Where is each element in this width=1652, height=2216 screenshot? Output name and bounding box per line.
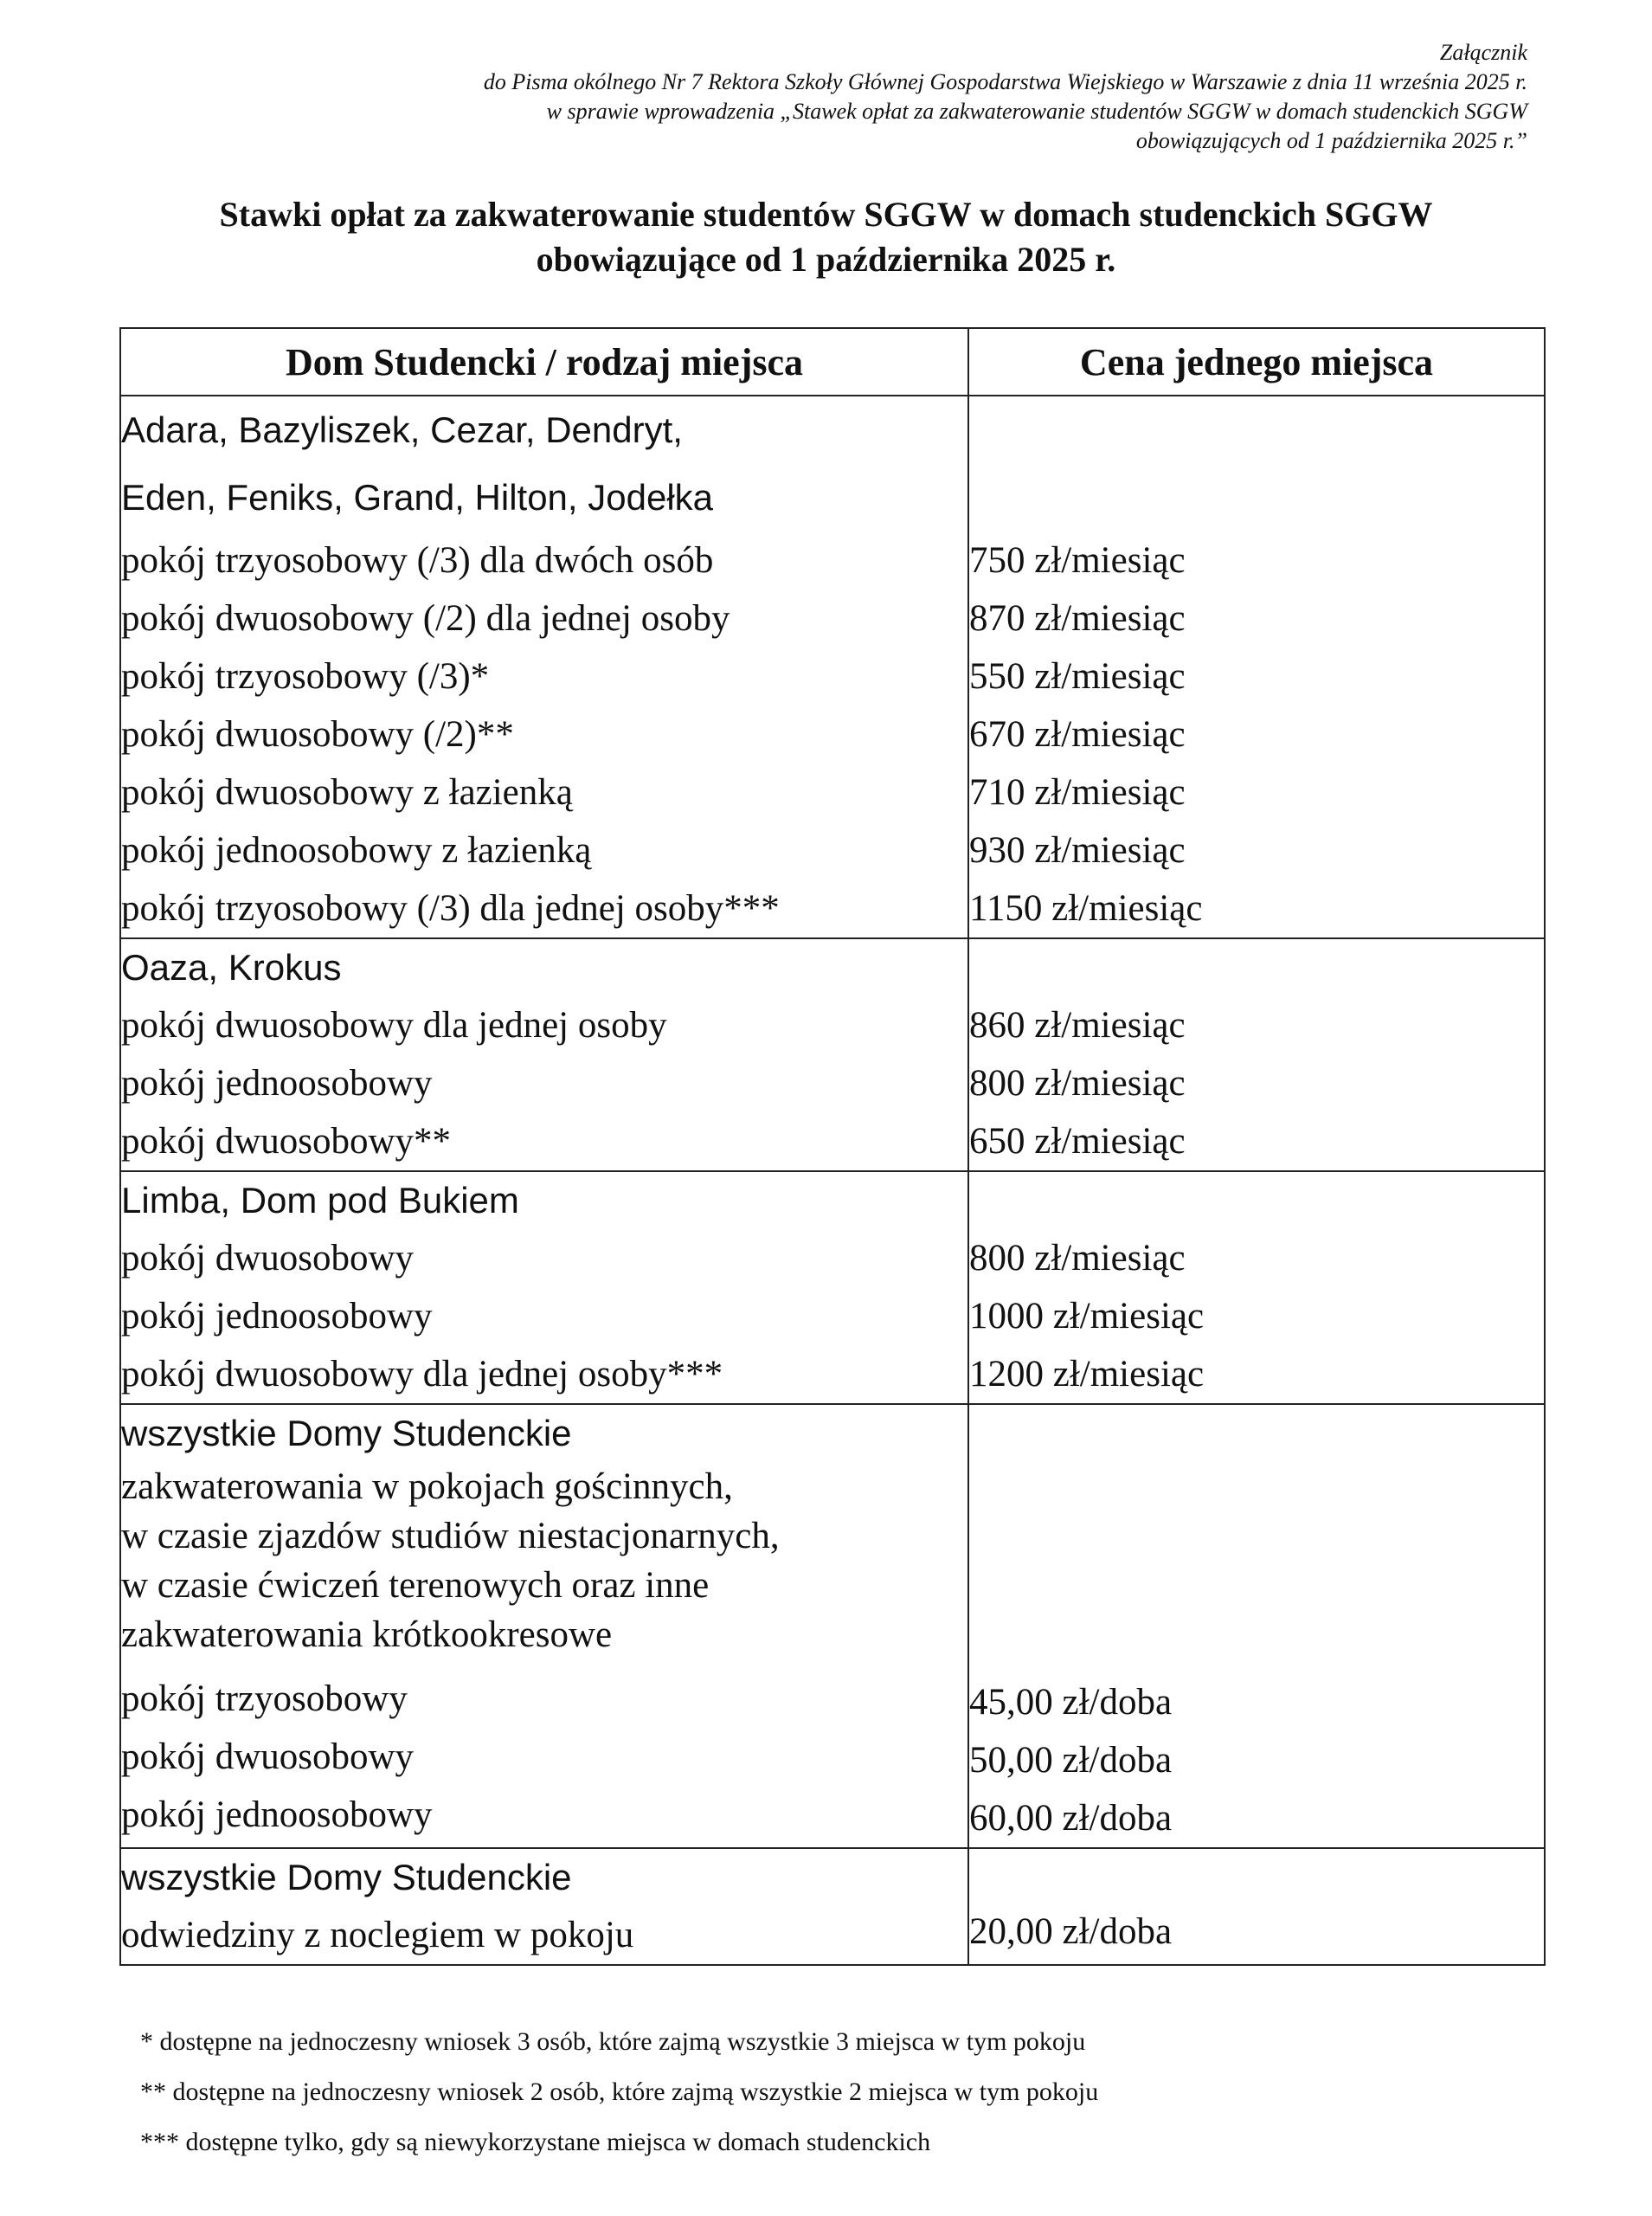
price-value: 870 zł/miesiąc [969, 598, 1186, 639]
price-cell [968, 938, 1545, 1171]
room-type: pokój trzyosobowy (/3) dla jednej osoby*** [121, 888, 780, 929]
room-type: pokój dwuosobowy** [121, 1121, 452, 1162]
price-cell [968, 1404, 1545, 1848]
room-type: odwiedziny z noclegiem w pokoju [121, 1915, 634, 1955]
document-title [0, 192, 1652, 282]
room-type: pokój dwuosobowy dla jednej osoby*** [121, 1354, 723, 1395]
note-line: w czasie zjazdów studiów niestacjonarnych, [121, 1516, 780, 1556]
table-row [120, 396, 1545, 938]
dorm-group-name: Limba, Dom pod Bukiem [121, 1180, 519, 1221]
dorm-group-cell [120, 1171, 968, 1404]
annex-subject: w sprawie wprowadzenia „Stawek opłat za zakwaterowanie studentów SGGW w domach studenckich SGGW [546, 99, 1527, 124]
footnote-2: ** dostępne na jednoczesny wniosek 2 osób, które zajmą wszystkie 2 miejsca w tym pokoju [140, 2078, 1099, 2106]
room-type: pokój trzyosobowy (/3) dla dwóch osób [121, 540, 714, 581]
table-row [120, 1171, 1545, 1404]
note-line: zakwaterowania krótkookresowe [121, 1614, 613, 1655]
dorm-group-name: wszystkie Domy Studenckie [121, 1857, 572, 1897]
room-type: pokój dwuosobowy [121, 1736, 415, 1777]
annex-header [229, 38, 1527, 156]
room-type: pokój jednoosobowy [121, 1794, 433, 1835]
price-cell [968, 1171, 1545, 1404]
price-value: 45,00 zł/doba [969, 1682, 1173, 1723]
table-header-row [120, 328, 1545, 396]
dorm-group-cell [120, 396, 968, 938]
price-value: 1000 zł/miesiąc [969, 1296, 1205, 1337]
annex-reference: do Pisma okólnego Nr 7 Rektora Szkoły Głównej Gospodarstwa Wiejskiego w Warszawie z dnia 11 września 2025 r. [483, 69, 1527, 94]
price-value: 710 zł/miesiąc [969, 772, 1186, 813]
note-line: w czasie ćwiczeń terenowych oraz inne [121, 1565, 710, 1606]
room-type: pokój trzyosobowy (/3)* [121, 656, 490, 697]
price-value: 800 zł/miesiąc [969, 1063, 1186, 1104]
room-type: pokój dwuosobowy (/2) dla jednej osoby [121, 598, 730, 639]
annex-label: Załącznik [1439, 40, 1527, 65]
footnotes [140, 2017, 1525, 2168]
dorm-group-cell [120, 1404, 968, 1848]
price-value: 1200 zł/miesiąc [969, 1354, 1205, 1395]
title-line-2: obowiązujące od 1 października 2025 r. [536, 240, 1116, 279]
room-type: pokój jednoosobowy [121, 1063, 433, 1104]
dorm-group-name: Adara, Bazyliszek, Cezar, Dendryt, [121, 409, 683, 450]
price-value: 20,00 zł/doba [969, 1911, 1173, 1952]
room-type: pokój dwuosobowy z łazienką [121, 772, 573, 813]
rates-table [119, 327, 1546, 1966]
footnote-3: *** dostępne tylko, gdy są niewykorzystane miejsca w domach studenckich [140, 2128, 931, 2156]
dorm-group-name: Oaza, Krokus [121, 947, 342, 988]
room-type: pokój dwuosobowy (/2)** [121, 714, 514, 755]
room-type: pokój dwuosobowy dla jednej osoby [121, 1005, 667, 1046]
price-value: 550 zł/miesiąc [969, 656, 1186, 697]
header-price: Cena jednego miejsca [968, 328, 1545, 396]
price-value: 750 zł/miesiąc [969, 540, 1186, 581]
title-line-1: Stawki opłat za zakwaterowanie studentów SGGW w domach studenckich SGGW [219, 195, 1433, 234]
note-line: zakwaterowania w pokojach gościnnych, [121, 1466, 733, 1507]
room-type: pokój trzyosobowy [121, 1678, 408, 1719]
dorm-group-name: Eden, Feniks, Grand, Hilton, Jodełka [121, 477, 714, 518]
price-value: 860 zł/miesiąc [969, 1005, 1186, 1046]
dorm-group-cell [120, 938, 968, 1171]
short-stay-note [121, 1462, 967, 1659]
price-value: 650 zł/miesiąc [969, 1121, 1186, 1162]
room-type: pokój dwuosobowy [121, 1238, 415, 1279]
price-cell [968, 396, 1545, 938]
room-type: pokój jednoosobowy z łazienką [121, 830, 592, 871]
dorm-group-cell [120, 1848, 968, 1965]
footnote-1: * dostępne na jednoczesny wniosek 3 osób, które zajmą wszystkie 3 miejsca w tym pokoju [140, 2027, 1086, 2056]
price-value: 50,00 zł/doba [969, 1740, 1173, 1781]
table-row [120, 1404, 1545, 1848]
annex-subject-cont: obowiązujących od 1 października 2025 r.” [1135, 128, 1527, 153]
table-row [120, 938, 1545, 1171]
dorm-group-name: wszystkie Domy Studenckie [121, 1413, 572, 1453]
price-value: 1150 zł/miesiąc [969, 888, 1203, 929]
header-dorm-type: Dom Studencki / rodzaj miejsca [120, 328, 968, 396]
price-value: 60,00 zł/doba [969, 1798, 1173, 1839]
price-value: 800 zł/miesiąc [969, 1238, 1186, 1279]
price-value: 930 zł/miesiąc [969, 830, 1186, 871]
price-value: 670 zł/miesiąc [969, 714, 1186, 755]
price-cell [968, 1848, 1545, 1965]
table-row [120, 1848, 1545, 1965]
room-type: pokój jednoosobowy [121, 1296, 433, 1337]
